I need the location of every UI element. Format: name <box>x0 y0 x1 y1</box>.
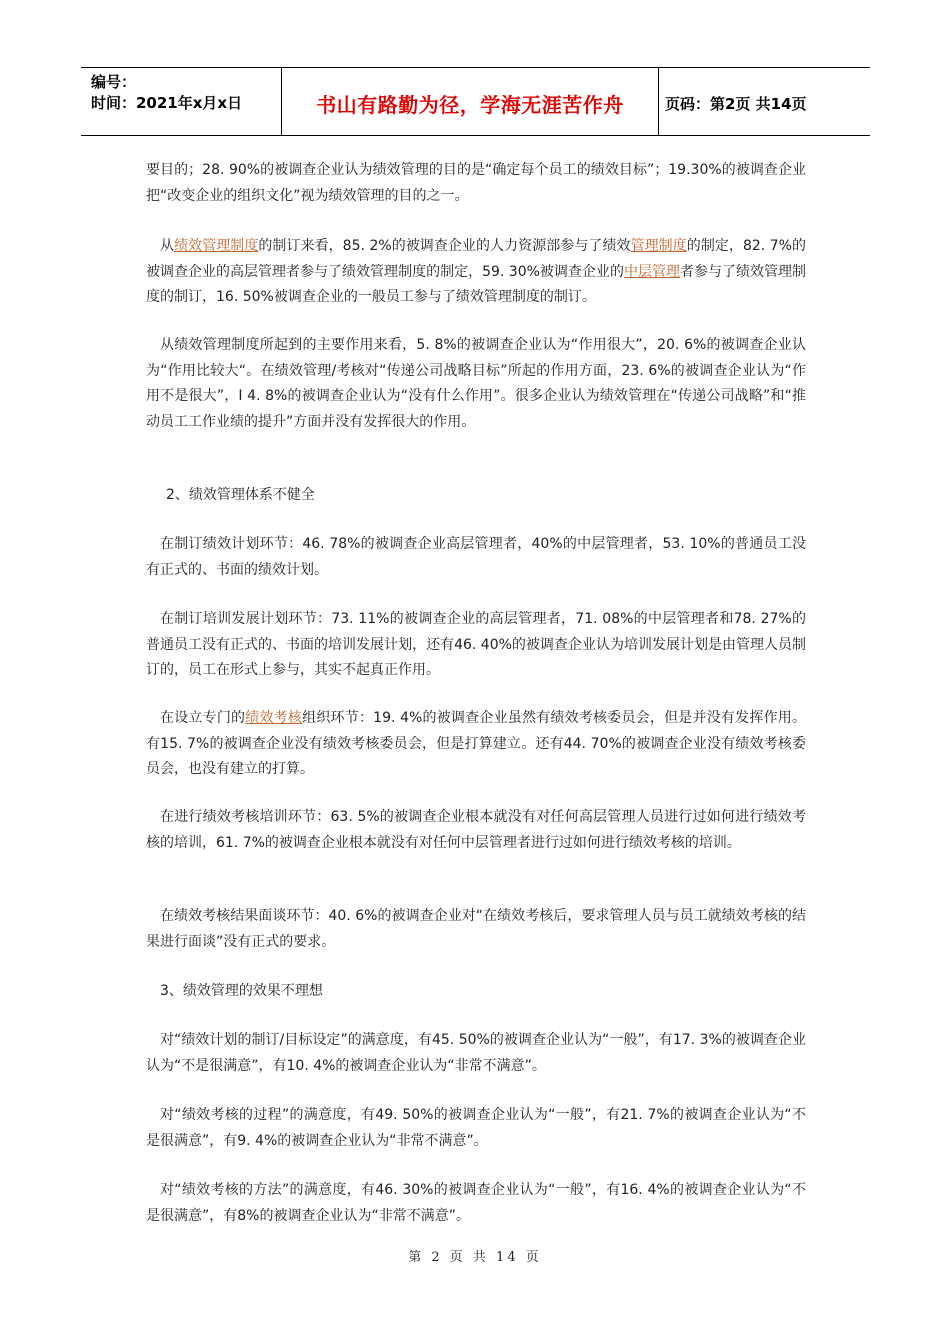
paragraph-text: 的制订来看，85. 2%的被调查企业的人力资源部参与了绩效 <box>258 238 631 254</box>
paragraph-text: 从 <box>160 238 175 254</box>
header-page-cell <box>659 68 870 135</box>
link-performance-appraisal[interactable]: 绩效考核 <box>245 710 303 726</box>
section-heading: 3、绩效管理的效果不理想 <box>160 983 323 999</box>
document-time-label: 时间：2021年x月x日 <box>91 94 243 112</box>
header-motto-cell <box>282 68 659 135</box>
header-motto: 书山有路勤为径，学海无涯苦作舟 <box>316 93 624 117</box>
section-heading: 2、绩效管理体系不健全 <box>166 487 315 503</box>
paragraph: 从绩效管理制度所起到的主要作用来看，5. 8%的被调查企业认为“作用很大”，20. 6%的被调查企业认为“作用比较大“。在绩效管理/考核对“传递公司战略目标”所起的作用方面，23. 6%的被调查企业认为“作用不是很大”，I 4. 8%的被调查企业认为“没有什么作用”。很多企业认为绩效管理在“传递公司战略”和“推动员工工作业绩的提升”方面并没有发挥很大的作用。 <box>146 337 806 430</box>
header-page-info: 页码：第2页 共14页 <box>665 95 807 113</box>
link-management-system[interactable]: 管理制度 <box>630 238 687 254</box>
link-performance-management-system[interactable]: 绩效管理制度 <box>174 238 259 254</box>
page-footer: 第 2 页 共 14 页 <box>408 1250 542 1265</box>
page-header <box>81 67 870 136</box>
paragraph <box>146 706 806 783</box>
paragraph: 在进行绩效考核培训环节：63. 5%的被调查企业根本就没有对任何高层管理人员进行过如何进行绩效考核的培训，61. 7%的被调查企业根本就没有对任何中层管理者进行过如何进行绩效考核的培训。 <box>146 809 806 851</box>
paragraph-text: 者参与了绩效管理制度的制订，16. 50%被调查企业的一般员工参与了绩效管理制度的制订。 <box>146 263 806 305</box>
document-number-label: 编号： <box>91 73 137 91</box>
paragraph-text: 在设立专门的 <box>160 710 246 726</box>
paragraph-text: 组织环节：19. 4%的被调查企业虽然有绩效考核委员会，但是并没有发挥作用。有15. 7%的被调查企业没有绩效考核委员会，但是打算建立。还有44. 70%的被调查企业没有绩效考核委员会，也没有建立的打算。 <box>146 710 806 777</box>
paragraph: 在制订培训发展计划环节：73. 11%的被调查企业的高层管理者，71. 08%的中层管理者和78. 27%的普通员工没有正式的、书面的培训发展计划，还有46. 40%的被调查企业认为培训发展计划是由管理人员制订的，员工在形式上参与，其实不起真正作用。 <box>146 611 806 678</box>
paragraph: 对“绩效考核的过程”的满意度，有49. 50%的被调查企业认为“一般”，有21. 7%的被调查企业认为“不是很满意”，有9. 4%的被调查企业认为“非常不满意”。 <box>146 1107 806 1149</box>
paragraph: 要目的；28. 90%的被调查企业认为绩效管理的目的是“确定每个员工的绩效目标”；19.30%的被调查企业把“改变企业的组织文化”视为绩效管理的目的之一。 <box>146 162 806 204</box>
header-meta-cell <box>81 68 282 135</box>
paragraph: 在绩效考核结果面谈环节：40. 6%的被调查企业对“在绩效考核后，要求管理人员与员工就绩效考核的结果进行面谈”没有正式的要求。 <box>146 908 806 950</box>
paragraph: 在制订绩效计划环节：46. 78%的被调查企业高层管理者，40%的中层管理者，53. 10%的普通员工没有正式的、书面的绩效计划。 <box>146 536 806 578</box>
paragraph: 对“绩效考核的方法”的满意度，有46. 30%的被调查企业认为“一般”，有16. 4%的被调查企业认为“不是很满意”，有8%的被调查企业认为“非常不满意”。 <box>146 1182 806 1224</box>
paragraph: 对“绩效计划的制订/目标设定”的满意度，有45. 50%的被调查企业认为“一般”，有17. 3%的被调查企业认为“不是很满意”，有10. 4%的被调查企业认为“非常不满意”。 <box>146 1032 806 1074</box>
paragraph <box>146 234 806 311</box>
paragraph-text: 的制定，82. 7%的被调查企业的高层管理者参与了绩效管理制度的制定，59. 30%被调查企业的 <box>146 238 807 280</box>
link-middle-management[interactable]: 中层管理 <box>623 263 680 280</box>
